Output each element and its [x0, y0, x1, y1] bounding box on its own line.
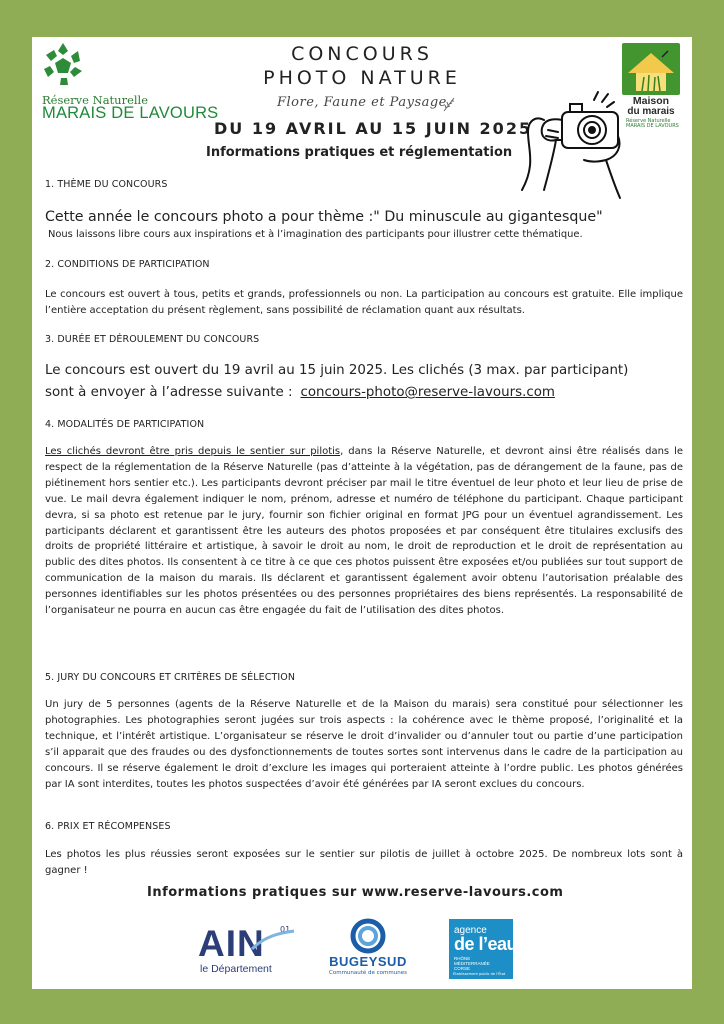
section-1-text: Nous laissons libre cours aux inspirations et à l’imagination des participants pour illustrer cette thématique. [48, 229, 583, 240]
poster-sheet [32, 37, 692, 989]
bugeysud-word: BUGEYSUD [329, 954, 407, 969]
camera-hands-icon [514, 90, 624, 200]
maison-small-text [626, 119, 679, 129]
maison-line2: du marais [627, 106, 675, 117]
agence-line3a: RHÔNE [454, 956, 471, 961]
section-3-line2 [45, 382, 555, 403]
contest-dates: DU 19 AVRIL AU 15 JUIN 2025 [214, 119, 533, 138]
title-line1: CONCOURS [291, 43, 433, 65]
ain-number: 01 [280, 925, 291, 934]
maison-logo-box [622, 43, 680, 95]
logo-left-line1: Réserve Naturelle [42, 93, 149, 107]
section-4-title: 4. MODALITÉS DE PARTICIPATION [45, 419, 205, 430]
maison-small-line1: Réserve Naturelle [626, 118, 671, 124]
contest-email-link[interactable]: concours-photo@reserve-lavours.com [300, 385, 555, 400]
section-5-title: 5. JURY DU CONCOURS ET CRITÈRES DE SÉLECTION [45, 672, 296, 683]
maison-line1: Maison [632, 95, 670, 107]
agence-de-leau-logo [449, 919, 518, 979]
bugeysud-swirl-icon [350, 918, 386, 954]
subtitle: Flore, Faune et Paysage [277, 95, 447, 110]
agence-line3 [454, 956, 490, 971]
ain-swoosh-icon [250, 929, 296, 951]
section-4-body: , dans la Réserve Naturelle, et devront ainsi être réalisés dans le respect de la réglementation de la Réserve Naturelle (pas d’atteinte à la végétation, pas de dérangement de la faune, pas de piétinement hors sentier etc.). Les participants devront préciser par mail le titre éventuel de leur photo et leur lieu de prise de vue. Le mail devra également indiquer le nom, prénom, adresse et numéro de téléphone du participant. Chaque participant devra, si sa photo est retenue par le jury, fournir son fichier original en format JPG pour un éventuel agrandissement. Les participants déclarent et garantissent être les auteurs des photos proposées et par conséquent être titulaires exclusifs des droits de propriété littéraire et artistique, à savoir le droit au nom, le droit de reproduction et le droit de représentation au public des dites photos. Ils consentent à ce titre à ce que ces photos puissent être exposées et/ou publiées sur tout support de communication de la maison du marais. Ils déclarent et garantissent également avoir obtenu l’autorisation préalable des personnes identifiables sur les photos présentées ou des personnes propriétaires des biens représentés. La responsabilité de l’organisateur ne pourra en aucun cas être engagée du fait de l’utilisation des dites photos. [45, 446, 684, 617]
bugeysud-logo [320, 918, 416, 980]
section-1-title: 1. THÈME DU CONCOURS [45, 179, 168, 190]
logo-left-line2: MARAIS DE LAVOURS [42, 104, 219, 122]
section-3-line1: Le concours est ouvert du 19 avril au 15 juin 2025. Les clichés (3 max. par participant) [45, 363, 629, 378]
maison-small-line2: MARAIS DE LAVOURS [626, 123, 679, 129]
ain-departement-text: le Département [200, 963, 272, 975]
maison-house-icon [622, 43, 680, 95]
section-2-title: 2. CONDITIONS DE PARTICIPATION [45, 259, 210, 270]
section-4-underlined: Les clichés devront être pris depuis le sentier sur pilotis [45, 446, 341, 457]
section-4-text [45, 444, 683, 619]
ain-departement-logo [198, 923, 298, 977]
section-6-title: 6. PRIX ET RÉCOMPENSES [45, 821, 171, 832]
agence-line1: agence [454, 925, 487, 936]
info-title: Informations pratiques et réglementation [206, 145, 513, 160]
leaf-icon [442, 96, 456, 112]
agence-line3b: MÉDITERRANÉE [454, 961, 490, 966]
agence-line3c: CORSE [454, 966, 471, 971]
title-line2: PHOTO NATURE [263, 67, 461, 89]
section-3-address-label: sont à envoyer à l’adresse suivante : [45, 385, 293, 400]
agence-line2: de l’eau [454, 934, 518, 954]
ain-word: AIN [198, 923, 265, 964]
section-6-text: Les photos les plus réussies seront exposées sur le sentier sur pilotis de juillet à octobre 2025. De nombreux lots sont à gagner ! [45, 849, 683, 876]
footer-info: Informations pratiques sur www.reserve-lavours.com [147, 885, 564, 900]
maison-du-marais-logo [622, 43, 680, 129]
section-5-text: Un jury de 5 personnes (agents de la Réserve Naturelle et de la Maison du marais) sera constitué pour sélectionner les photographies. Les photographies seront jugées sur trois aspects : la cohérence avec le thème proposé, l’originalité et la technique, et l’intérêt artistique. L’organisateur se réserve le droit d’invalider ou d’annuler tout ou partie d’une participation s’il apparait que des fraudes ou des dysfonctionnements de toutes sortes sont intervenus dans le cadre de la participation au concours. Il se réserve également le droit d’exclure les images qui porteraient atteinte à l’ordre public. Les photos générées par IA sont interdites, toutes les photos suspectées d’avoir été générées par IA seront exclues du concours. [45, 699, 683, 790]
section-3-title: 3. DURÉE ET DÉROULEMENT DU CONCOURS [45, 334, 260, 345]
bugeysud-sub: Communauté de communes [329, 970, 407, 976]
section-1-theme: Cette année le concours photo a pour thème :" Du minuscule au gigantesque" [45, 209, 603, 225]
agence-line4: Établissement public de l’État [453, 972, 506, 976]
section-2-text: Le concours est ouvert à tous, petits et grands, professionnels ou non. La participation au concours est gratuite. Elle implique l’entière acceptation du présent règlement, sans possibilité de réclamation quant aux résultats. [45, 289, 683, 316]
